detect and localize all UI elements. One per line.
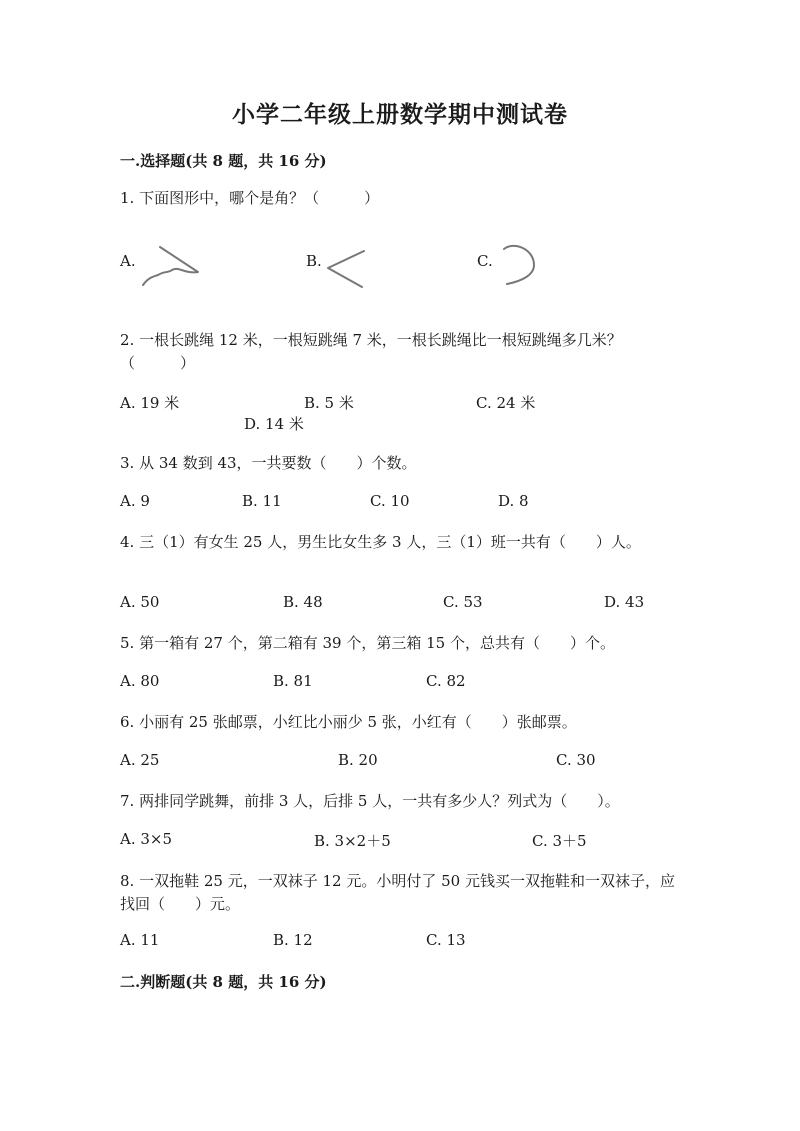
option-4d[interactable]: D. 43 <box>604 593 645 611</box>
page-title: 小学二年级上册数学期中测试卷 <box>232 101 568 128</box>
option-8c[interactable]: C. 13 <box>426 931 466 949</box>
option-1a[interactable]: A. <box>120 252 136 270</box>
question-5: 5. 第一箱有 27 个，第二箱有 39 个，第三箱 15 个，总共有（ ）个。 <box>120 634 615 652</box>
question-4: 4. 三（1）有女生 25 人，男生比女生多 3 人，三（1）班一共有（ ）人。 <box>120 533 641 551</box>
option-8b[interactable]: B. 12 <box>273 931 313 949</box>
question-3: 3. 从 34 数到 43，一共要数（ ）个数。 <box>120 454 417 472</box>
option-5a[interactable]: A. 80 <box>120 672 160 690</box>
option-7c[interactable]: C. 3＋5 <box>532 832 587 850</box>
option-2d[interactable]: D. 14 米 <box>244 415 304 433</box>
option-4a[interactable]: A. 50 <box>120 593 160 611</box>
section-heading-choice: 一.选择题(共 8 题，共 16 分) <box>120 152 327 170</box>
option-2a[interactable]: A. 19 米 <box>120 394 180 412</box>
option-6b[interactable]: B. 20 <box>338 751 378 769</box>
option-2b[interactable]: B. 5 米 <box>304 394 354 412</box>
option-6c[interactable]: C. 30 <box>556 751 596 769</box>
angle-figure-b <box>324 248 368 290</box>
option-3a[interactable]: A. 9 <box>120 492 150 510</box>
option-1c[interactable]: C. <box>477 252 493 270</box>
question-1: 1. 下面图形中，哪个是角？（ ） <box>120 189 380 207</box>
curve-figure-c <box>500 243 540 287</box>
option-2c[interactable]: C. 24 米 <box>476 394 536 412</box>
option-5b[interactable]: B. 81 <box>273 672 313 690</box>
angle-figure-a <box>140 244 202 290</box>
option-3c[interactable]: C. 10 <box>370 492 410 510</box>
option-4c[interactable]: C. 53 <box>443 593 483 611</box>
option-7b[interactable]: B. 3×2＋5 <box>314 832 391 850</box>
question-8: 8. 一双拖鞋 25 元，一双袜子 12 元。小明付了 50 元钱买一双拖鞋和一双袜子，应找回（ ）元。 <box>120 872 675 913</box>
option-6a[interactable]: A. 25 <box>120 751 160 769</box>
question-7: 7. 两排同学跳舞，前排 3 人，后排 5 人，一共有多少人？列式为（ ）。 <box>120 792 620 810</box>
option-3b[interactable]: B. 11 <box>242 492 282 510</box>
question-2: 2. 一根长跳绳 12 米，一根短跳绳 7 米，一根长跳绳比一根短跳绳多几米？（ ） <box>120 331 622 372</box>
option-4b[interactable]: B. 48 <box>283 593 323 611</box>
option-5c[interactable]: C. 82 <box>426 672 466 690</box>
option-7a[interactable]: A. 3×5 <box>120 830 173 848</box>
option-1b[interactable]: B. <box>306 252 322 270</box>
section-heading-judgement: 二.判断题(共 8 题，共 16 分) <box>120 973 327 991</box>
option-3d[interactable]: D. 8 <box>498 492 529 510</box>
question-6: 6. 小丽有 25 张邮票，小红比小丽少 5 张，小红有（ ）张邮票。 <box>120 713 577 731</box>
option-8a[interactable]: A. 11 <box>120 931 160 949</box>
